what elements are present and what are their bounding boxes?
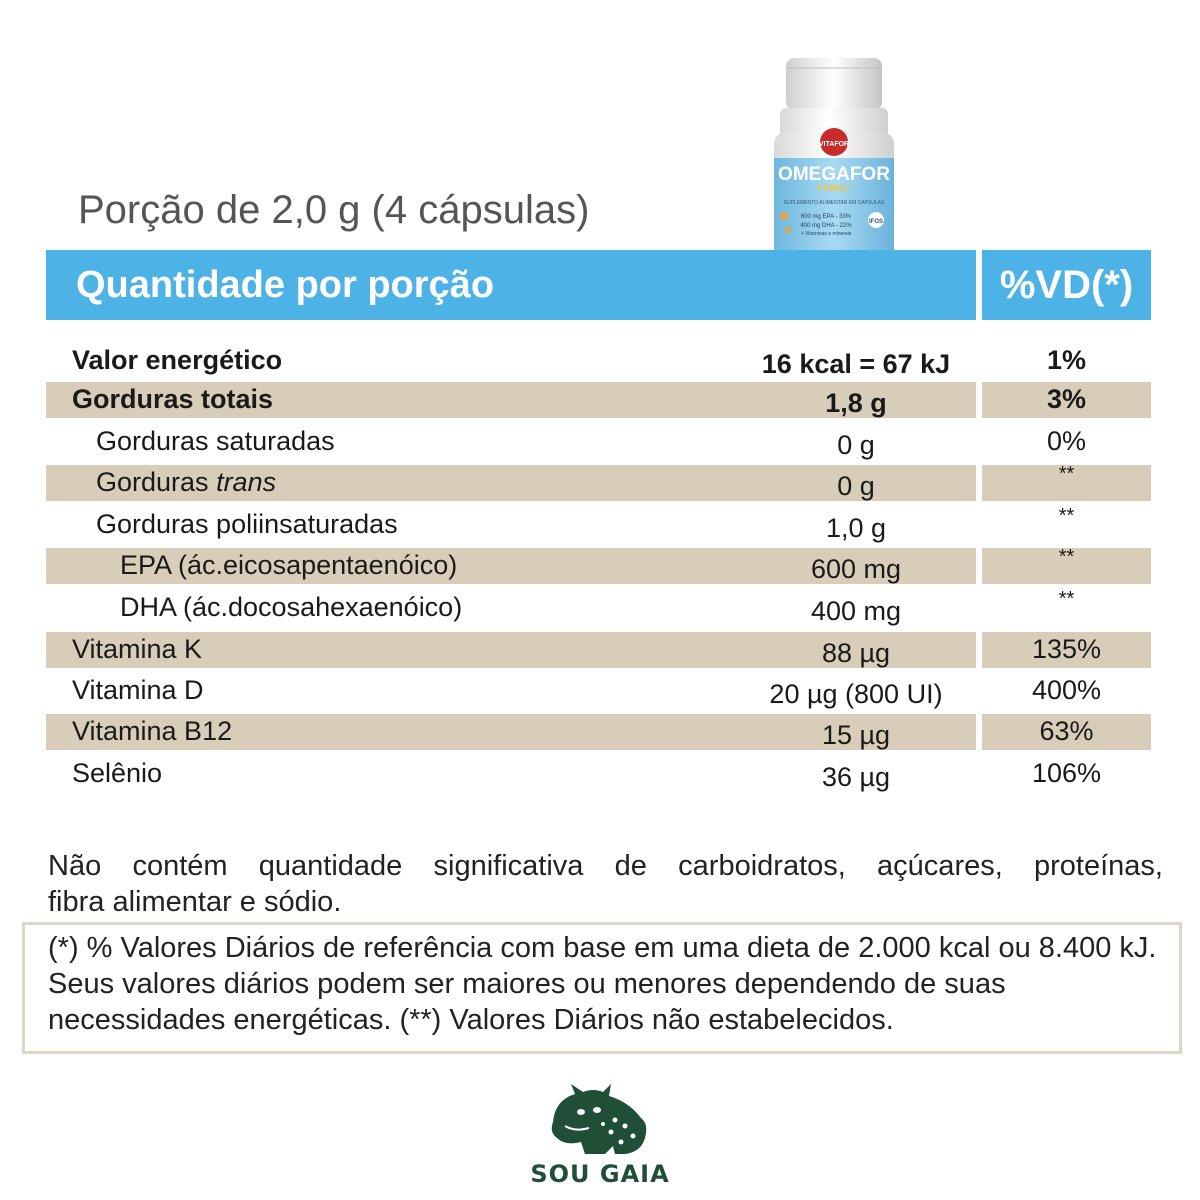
row-quantity: 16 kcal = 67 kJ bbox=[761, 349, 951, 379]
row-label: EPA (ác.eicosapentaenóico) bbox=[120, 550, 458, 580]
row-vd: ** bbox=[1058, 505, 1075, 527]
svg-text:400 mg DHA - 22%: 400 mg DHA - 22% bbox=[800, 223, 852, 229]
nutrition-row bbox=[46, 756, 1151, 792]
row-quantity: 0 g bbox=[837, 430, 875, 460]
portion-size: Porção de 2,0 g (4 cápsulas) bbox=[78, 188, 590, 232]
row-vd: 0% bbox=[1046, 426, 1087, 456]
row-vd: 106% bbox=[1031, 758, 1102, 788]
nutrition-row bbox=[46, 673, 1151, 709]
row-label: Valor energético bbox=[72, 345, 283, 375]
nutrition-row bbox=[46, 507, 1151, 543]
not-significant-note: Não contém quantidade significativa de carboidratos, açúcares, proteínas, fibra alimentar e sódio. bbox=[48, 850, 1163, 918]
nutrition-row bbox=[46, 465, 1151, 501]
row-quantity: 1,0 g bbox=[825, 513, 887, 543]
svg-text:SUPLEMENTO ALIMENTAR EM CÁPSUL: SUPLEMENTO ALIMENTAR EM CÁPSULAS bbox=[783, 200, 885, 206]
row-label: DHA (ác.docosahexaenóico) bbox=[120, 592, 463, 622]
row-quantity: 1,8 g bbox=[825, 388, 887, 418]
nutrition-row bbox=[46, 343, 1151, 379]
svg-text:+ Vitaminas e minerais: + Vitaminas e minerais bbox=[800, 231, 852, 237]
row-quantity: 20 µg (800 UI) bbox=[769, 679, 943, 709]
row-label: Gorduras totais bbox=[72, 384, 274, 414]
footnote-text: (*) % Valores Diários de referência com base em uma dieta de 2.000 kcal ou 8.400 kJ. Seus valores diários podem ser maiores ou menores dependendo de suas necessidades energéticas. (**) Valores Diários não estabelecidos. bbox=[48, 932, 1157, 1036]
svg-text:FAMILY: FAMILY bbox=[817, 183, 851, 193]
row-vd: 1% bbox=[1046, 345, 1087, 375]
row-quantity: 88 µg bbox=[821, 638, 891, 668]
cat-icon bbox=[545, 1082, 655, 1160]
row-quantity: 15 µg bbox=[821, 720, 891, 750]
nutrition-row bbox=[46, 382, 1151, 418]
row-label: Vitamina D bbox=[72, 675, 204, 705]
quantity-header bbox=[46, 250, 976, 320]
row-vd: 63% bbox=[1039, 716, 1094, 746]
row-label: Gorduras trans bbox=[96, 467, 277, 497]
nutrition-row bbox=[46, 590, 1151, 626]
row-quantity: 400 mg bbox=[810, 596, 902, 626]
nutrition-row bbox=[46, 548, 1151, 584]
row-label: Vitamina B12 bbox=[72, 716, 233, 746]
vd-header-label: %VD(*) bbox=[999, 262, 1134, 307]
nutrition-row bbox=[46, 424, 1151, 460]
row-quantity: 0 g bbox=[837, 471, 875, 501]
vd-header bbox=[982, 250, 1151, 320]
row-label: Gorduras saturadas bbox=[96, 426, 335, 456]
row-label: Vitamina K bbox=[72, 634, 203, 664]
row-label: Gorduras poliinsaturadas bbox=[96, 509, 398, 539]
nutrition-row bbox=[46, 714, 1151, 750]
svg-text:IFOS: IFOS bbox=[868, 219, 884, 225]
quantity-header-label: Quantidade por porção bbox=[76, 263, 495, 306]
row-vd: 400% bbox=[1031, 675, 1102, 705]
nutrition-row bbox=[46, 632, 1151, 668]
row-vd: 3% bbox=[1046, 384, 1087, 414]
row-label: Selênio bbox=[72, 758, 163, 788]
row-vd: ** bbox=[1058, 546, 1075, 568]
row-quantity: 36 µg bbox=[821, 762, 891, 792]
row-vd: 135% bbox=[1031, 634, 1102, 664]
svg-text:VITAFOR: VITAFOR bbox=[818, 141, 850, 148]
brand-logo-text: SOU GAIA bbox=[530, 1160, 670, 1188]
row-vd: ** bbox=[1058, 463, 1075, 485]
svg-text:OMEGAFOR: OMEGAFOR bbox=[778, 164, 890, 185]
row-quantity: 600 mg bbox=[810, 554, 902, 584]
row-vd: ** bbox=[1058, 588, 1075, 610]
svg-text:600 mg EPA - 33%: 600 mg EPA - 33% bbox=[800, 214, 852, 220]
